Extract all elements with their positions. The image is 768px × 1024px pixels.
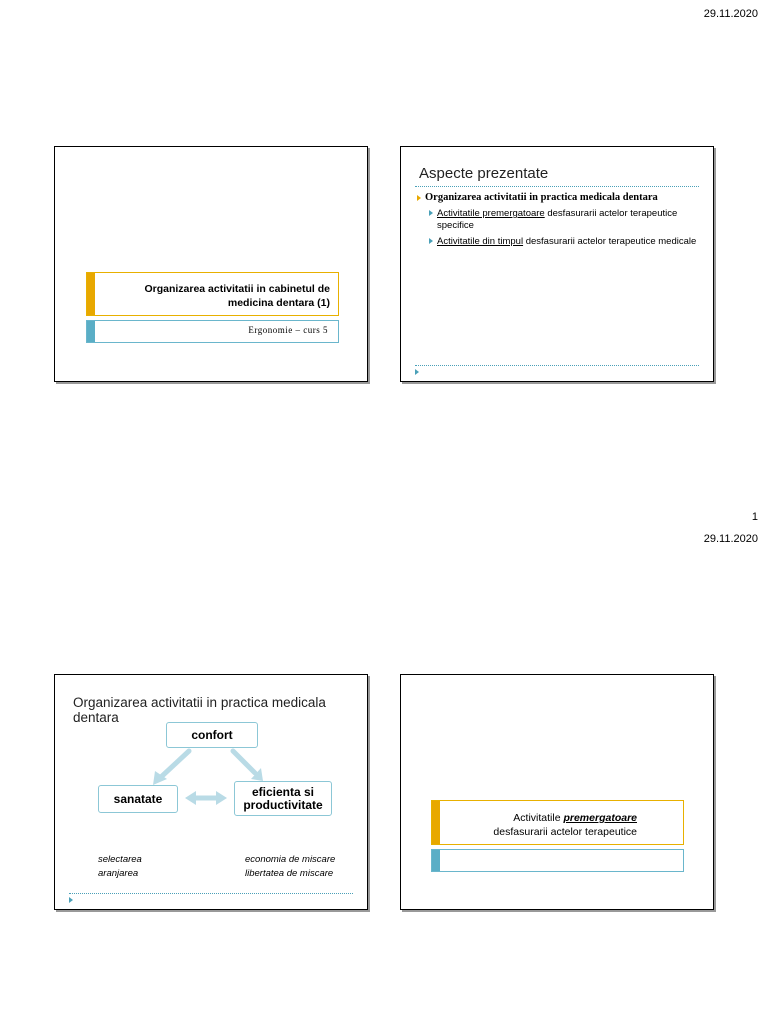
title-box (431, 800, 684, 845)
title-accent-bar (432, 801, 440, 844)
bullet-item (417, 192, 658, 203)
footer-divider (69, 893, 353, 894)
bullet-arrow-icon (417, 195, 421, 201)
sub-bullet-text: desfasurarii actelor terapeutice medicale (523, 236, 697, 247)
slide-title: Aspecte prezentate (419, 165, 549, 182)
list-left (98, 853, 142, 881)
page-date: 29.11.2020 (703, 533, 758, 545)
subtitle-accent-bar (432, 850, 440, 871)
title-box (86, 272, 339, 316)
title-text: Activitatile (513, 812, 564, 824)
slide-title-line1 (493, 811, 637, 825)
footer-arrow-icon (69, 897, 73, 903)
subtitle-box (86, 320, 339, 343)
arrow-confort-eficienta (233, 751, 255, 773)
slide-4 (400, 674, 714, 910)
slide-subtitle: Ergonomie – curs 5 (248, 325, 328, 335)
sub-bullet-arrow-icon (429, 238, 433, 244)
footer-divider (415, 365, 699, 366)
sub-bullet-1 (429, 208, 699, 232)
node-eficienta-line2: productivitate (243, 797, 323, 812)
page-date: 29.11.2020 (703, 8, 758, 20)
arrow-head (185, 791, 196, 805)
node-eficienta-line1: eficienta si (251, 784, 315, 799)
sub-bullet-underlined: Activitatile premergatoare (437, 208, 545, 219)
list-right (245, 853, 335, 881)
node-eficienta (234, 781, 332, 816)
title-emphasis: premergatoare (563, 812, 637, 824)
slide-1 (54, 146, 368, 382)
slide-title-line1: Organizarea activitatii in cabinetul de (144, 283, 330, 295)
sub-bullet-arrow-icon (429, 210, 433, 216)
list-item: libertatea de miscare (245, 868, 334, 879)
list-item: economia de miscare (245, 854, 336, 865)
subtitle-box (431, 849, 684, 872)
subtitle-accent-bar (87, 321, 95, 342)
slide-title-line2: desfasurarii actelor terapeutice (493, 826, 637, 838)
list-item: aranjarea (98, 868, 139, 879)
sub-bullet-text-cont: specifice (437, 220, 474, 231)
title-accent-bar (87, 273, 95, 315)
footer-arrow-icon (415, 369, 419, 375)
arrow-head (216, 791, 227, 805)
slide-2 (400, 146, 714, 382)
title-divider (415, 186, 699, 187)
slide-3 (54, 674, 368, 910)
sub-bullet-underlined: Activitatile din timpul (437, 236, 524, 247)
node-confort: confort (166, 722, 258, 748)
page-number: 1 (751, 511, 758, 523)
slide-title: Organizarea activitatii in practica medicala dentara (73, 695, 326, 725)
node-sanatate: sanatate (98, 785, 178, 813)
arrow-confort-sanatate (161, 751, 189, 777)
list-item: selectarea (98, 854, 142, 865)
sub-bullet-2 (429, 236, 709, 248)
slide-title-line2: medicina dentara (1) (227, 297, 330, 309)
bullet-text: Organizarea activitatii in practica medicala dentara (425, 192, 658, 203)
sub-bullet-text: desfasurarii actelor terapeutice (544, 208, 678, 219)
